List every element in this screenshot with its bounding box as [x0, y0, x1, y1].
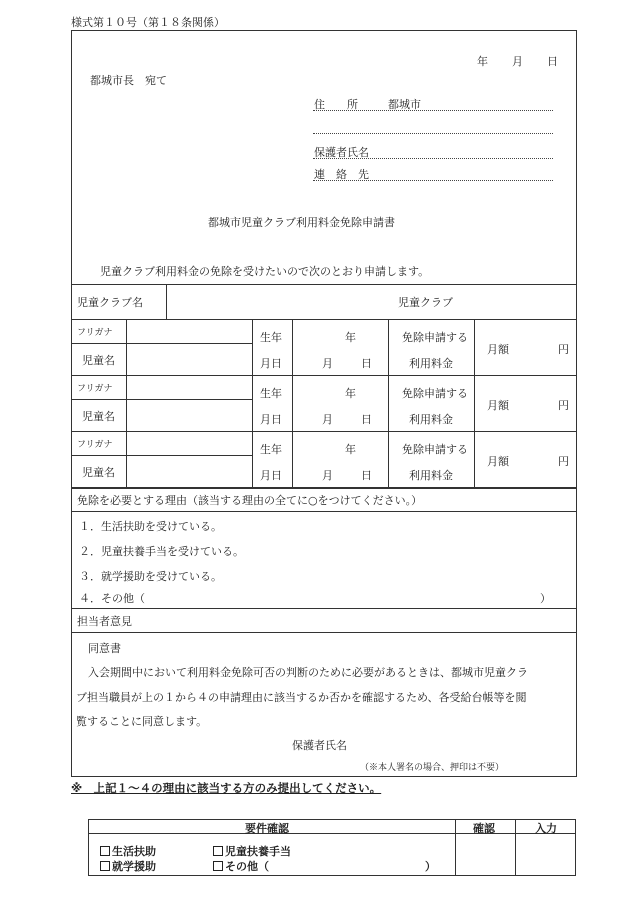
birth-label: 生年: [260, 443, 282, 456]
column-divider: [126, 431, 127, 487]
column-divider: [252, 319, 253, 375]
form-number: 様式第１０号（第１８条関係）: [71, 16, 225, 29]
monthly-label: 月額: [487, 455, 509, 468]
column-divider: [292, 319, 293, 375]
monthly-label: 月額: [487, 343, 509, 356]
birth-day: 日: [361, 413, 372, 426]
address-line-2: [313, 133, 553, 134]
reasons-header: 免除を必要とする理由（該当する理由の全てに○をつけてください。）: [77, 494, 423, 507]
birth-label: 月日: [260, 357, 282, 370]
addressee: 都城市長 宛て: [90, 74, 167, 87]
date-year: 年: [477, 55, 488, 68]
fee-label: 免除申請する: [402, 443, 468, 456]
consent-line: ブ担当職員が上の１から４の申請理由に該当するか否かを確認するため、各受給台帳等を閲: [76, 691, 527, 704]
club-name-suffix[interactable]: 児童クラブ: [398, 296, 453, 309]
furigana-label: フリガナ: [77, 328, 113, 338]
column-divider: [252, 431, 253, 487]
consent-line: 入会期間中において利用料金免除可否の判断のために必要があるときは、都城市児童クラ: [88, 666, 528, 679]
confirm-header: 確認: [473, 822, 495, 835]
birth-label: 月日: [260, 469, 282, 482]
birth-day: 日: [361, 469, 372, 482]
yen-label: 円: [558, 455, 569, 468]
checkbox-icon[interactable]: [213, 846, 223, 856]
column-divider: [388, 431, 389, 487]
address-label: 住 所: [314, 98, 358, 111]
consent-title: 同意書: [88, 642, 121, 655]
column-divider: [292, 431, 293, 487]
fee-label: 免除申請する: [402, 331, 468, 344]
checkbox-icon[interactable]: [100, 861, 110, 871]
input-header: 入力: [535, 822, 557, 835]
fee-label: 利用料金: [409, 469, 453, 482]
fee-label: 免除申請する: [402, 387, 468, 400]
row-divider: [71, 399, 252, 400]
column-divider: [292, 375, 293, 431]
guardian-name-line[interactable]: [313, 158, 553, 159]
address-value[interactable]: 都城市: [388, 98, 421, 111]
guardian-name-label: 保護者氏名: [314, 146, 369, 159]
birth-month: 月: [322, 469, 333, 482]
check-other-close: ）: [425, 860, 436, 873]
column-divider: [126, 375, 127, 431]
yen-label: 円: [558, 343, 569, 356]
furigana-input[interactable]: [128, 321, 250, 341]
consent-line: 覧することに同意します。: [76, 715, 208, 728]
reason-item[interactable]: ４．その他（: [79, 592, 145, 605]
club-name-label: 児童クラブ名: [77, 296, 143, 309]
column-divider: [388, 319, 389, 375]
column-divider: [474, 431, 475, 487]
row-divider: [71, 431, 577, 432]
intro-text: 児童クラブ利用料金の免除を受けたいので次のとおり申請します。: [100, 265, 430, 278]
column-divider: [126, 319, 127, 375]
consent-guardian-label: 保護者氏名: [292, 739, 347, 752]
contact-line[interactable]: [313, 180, 553, 181]
birth-label: 月日: [260, 413, 282, 426]
column-divider: [474, 375, 475, 431]
child-name-input[interactable]: [128, 401, 250, 429]
child-name-input[interactable]: [128, 457, 250, 485]
column-divider: [252, 375, 253, 431]
reason-item[interactable]: ２．児童扶養手当を受けている。: [79, 545, 244, 558]
check-item-child-allowance[interactable]: 児童扶養手当: [213, 843, 291, 859]
birth-month: 月: [322, 413, 333, 426]
fee-label: 利用料金: [409, 413, 453, 426]
reason-item[interactable]: ３．就学援助を受けている。: [79, 570, 222, 583]
birth-year: 年: [345, 387, 356, 400]
consent-note: （※本人署名の場合、押印は不要）: [360, 763, 505, 773]
fee-label: 利用料金: [409, 357, 453, 370]
child-name-label: 児童名: [82, 466, 115, 479]
child-name-label: 児童名: [82, 354, 115, 367]
birth-label: 生年: [260, 331, 282, 344]
reason-other-close: ）: [540, 592, 551, 605]
monthly-label: 月額: [487, 399, 509, 412]
column-divider: [388, 375, 389, 431]
birth-year: 年: [345, 443, 356, 456]
child-name-input[interactable]: [128, 345, 250, 373]
check-header: 要件確認: [245, 822, 289, 835]
check-item-other[interactable]: その他（: [213, 858, 269, 874]
column-divider: [474, 319, 475, 375]
date-day: 日: [547, 55, 558, 68]
birth-label: 生年: [260, 387, 282, 400]
checkbox-icon[interactable]: [213, 861, 223, 871]
yen-label: 円: [558, 399, 569, 412]
row-divider: [71, 343, 252, 344]
check-item-school-aid[interactable]: 就学援助: [100, 858, 156, 874]
check-item-livelihood[interactable]: 生活扶助: [100, 843, 156, 859]
furigana-input[interactable]: [128, 377, 250, 397]
furigana-input[interactable]: [128, 433, 250, 453]
check-table: [88, 819, 576, 876]
child-name-label: 児童名: [82, 410, 115, 423]
staff-opinion-label: 担当者意見: [77, 615, 132, 628]
row-divider: [71, 375, 577, 376]
birth-year: 年: [345, 331, 356, 344]
furigana-label: フリガナ: [77, 384, 113, 394]
footer-note: ※ 上記１～４の理由に該当する方のみ提出してください。: [71, 781, 382, 795]
furigana-label: フリガナ: [77, 440, 113, 450]
row-divider: [71, 455, 252, 456]
birth-day: 日: [361, 357, 372, 370]
checkbox-icon[interactable]: [100, 846, 110, 856]
birth-month: 月: [322, 357, 333, 370]
contact-label: 連 絡 先: [314, 168, 369, 181]
form-title: 都城市児童クラブ利用料金免除申請書: [208, 216, 395, 229]
date-month: 月: [512, 55, 523, 68]
reason-item[interactable]: １．生活扶助を受けている。: [79, 520, 222, 533]
address-line: [313, 110, 553, 111]
